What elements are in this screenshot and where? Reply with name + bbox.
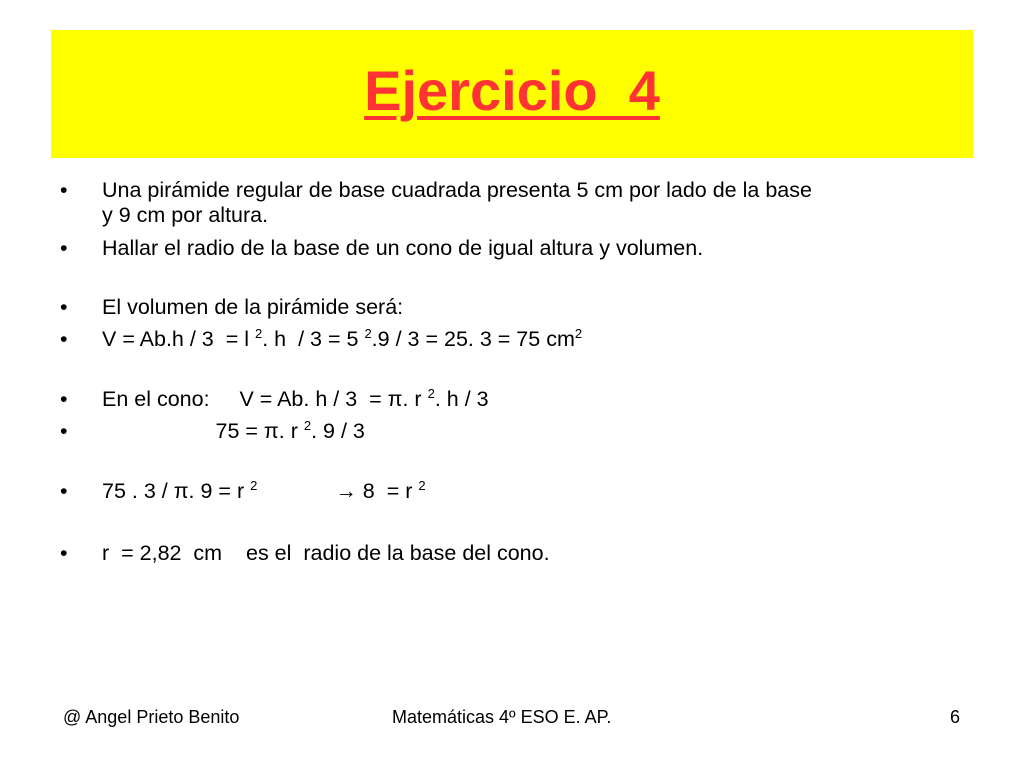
bullet-result xyxy=(60,541,960,641)
bullet-text: y 9 cm por altura. xyxy=(102,203,269,227)
bullet-marker: • xyxy=(60,541,68,565)
bullet-marker: • xyxy=(60,419,68,443)
bullet-marker: • xyxy=(60,479,68,503)
footer-author: @ Angel Prieto Benito xyxy=(63,707,240,727)
bullet-text: r = 2,82 cm es el radio de la base del cono. xyxy=(102,541,550,565)
bullet-text: Una pirámide regular de base cuadrada presenta 5 cm por lado de la base xyxy=(102,178,812,202)
bullet-marker: • xyxy=(60,178,68,202)
bullet-marker: • xyxy=(60,387,68,411)
bullet-text: El volumen de la pirámide será: xyxy=(102,295,404,319)
slide-title: Ejercicio 4 xyxy=(364,58,660,122)
formula: 75 = π. r $^2$. 9 / 3 xyxy=(102,418,365,443)
bullet-marker: • xyxy=(60,295,68,319)
bullet-marker: • xyxy=(60,327,68,351)
bullet-text: Hallar el radio de la base de un cono de igual altura y volumen. xyxy=(102,236,704,260)
footer-course: Matemáticas 4º ESO E. AP. xyxy=(392,707,612,727)
bullet-marker: • xyxy=(60,236,68,260)
formula: 75 . 3 / π. 9 = r $^2$ → 8 = r $^2$ xyxy=(102,478,426,503)
formula: En el cono: V = Ab. h / 3 = π. r $^2$. h / 3 xyxy=(102,386,489,411)
page-number: 6 xyxy=(950,707,961,727)
formula: V = Ab.h / 3 = l $^2$. h / 3 = 5 $^2$.9 / 3 = 25. 3 = 75 $cm^2$ xyxy=(102,326,583,351)
right-arrow-icon: → xyxy=(335,479,357,503)
